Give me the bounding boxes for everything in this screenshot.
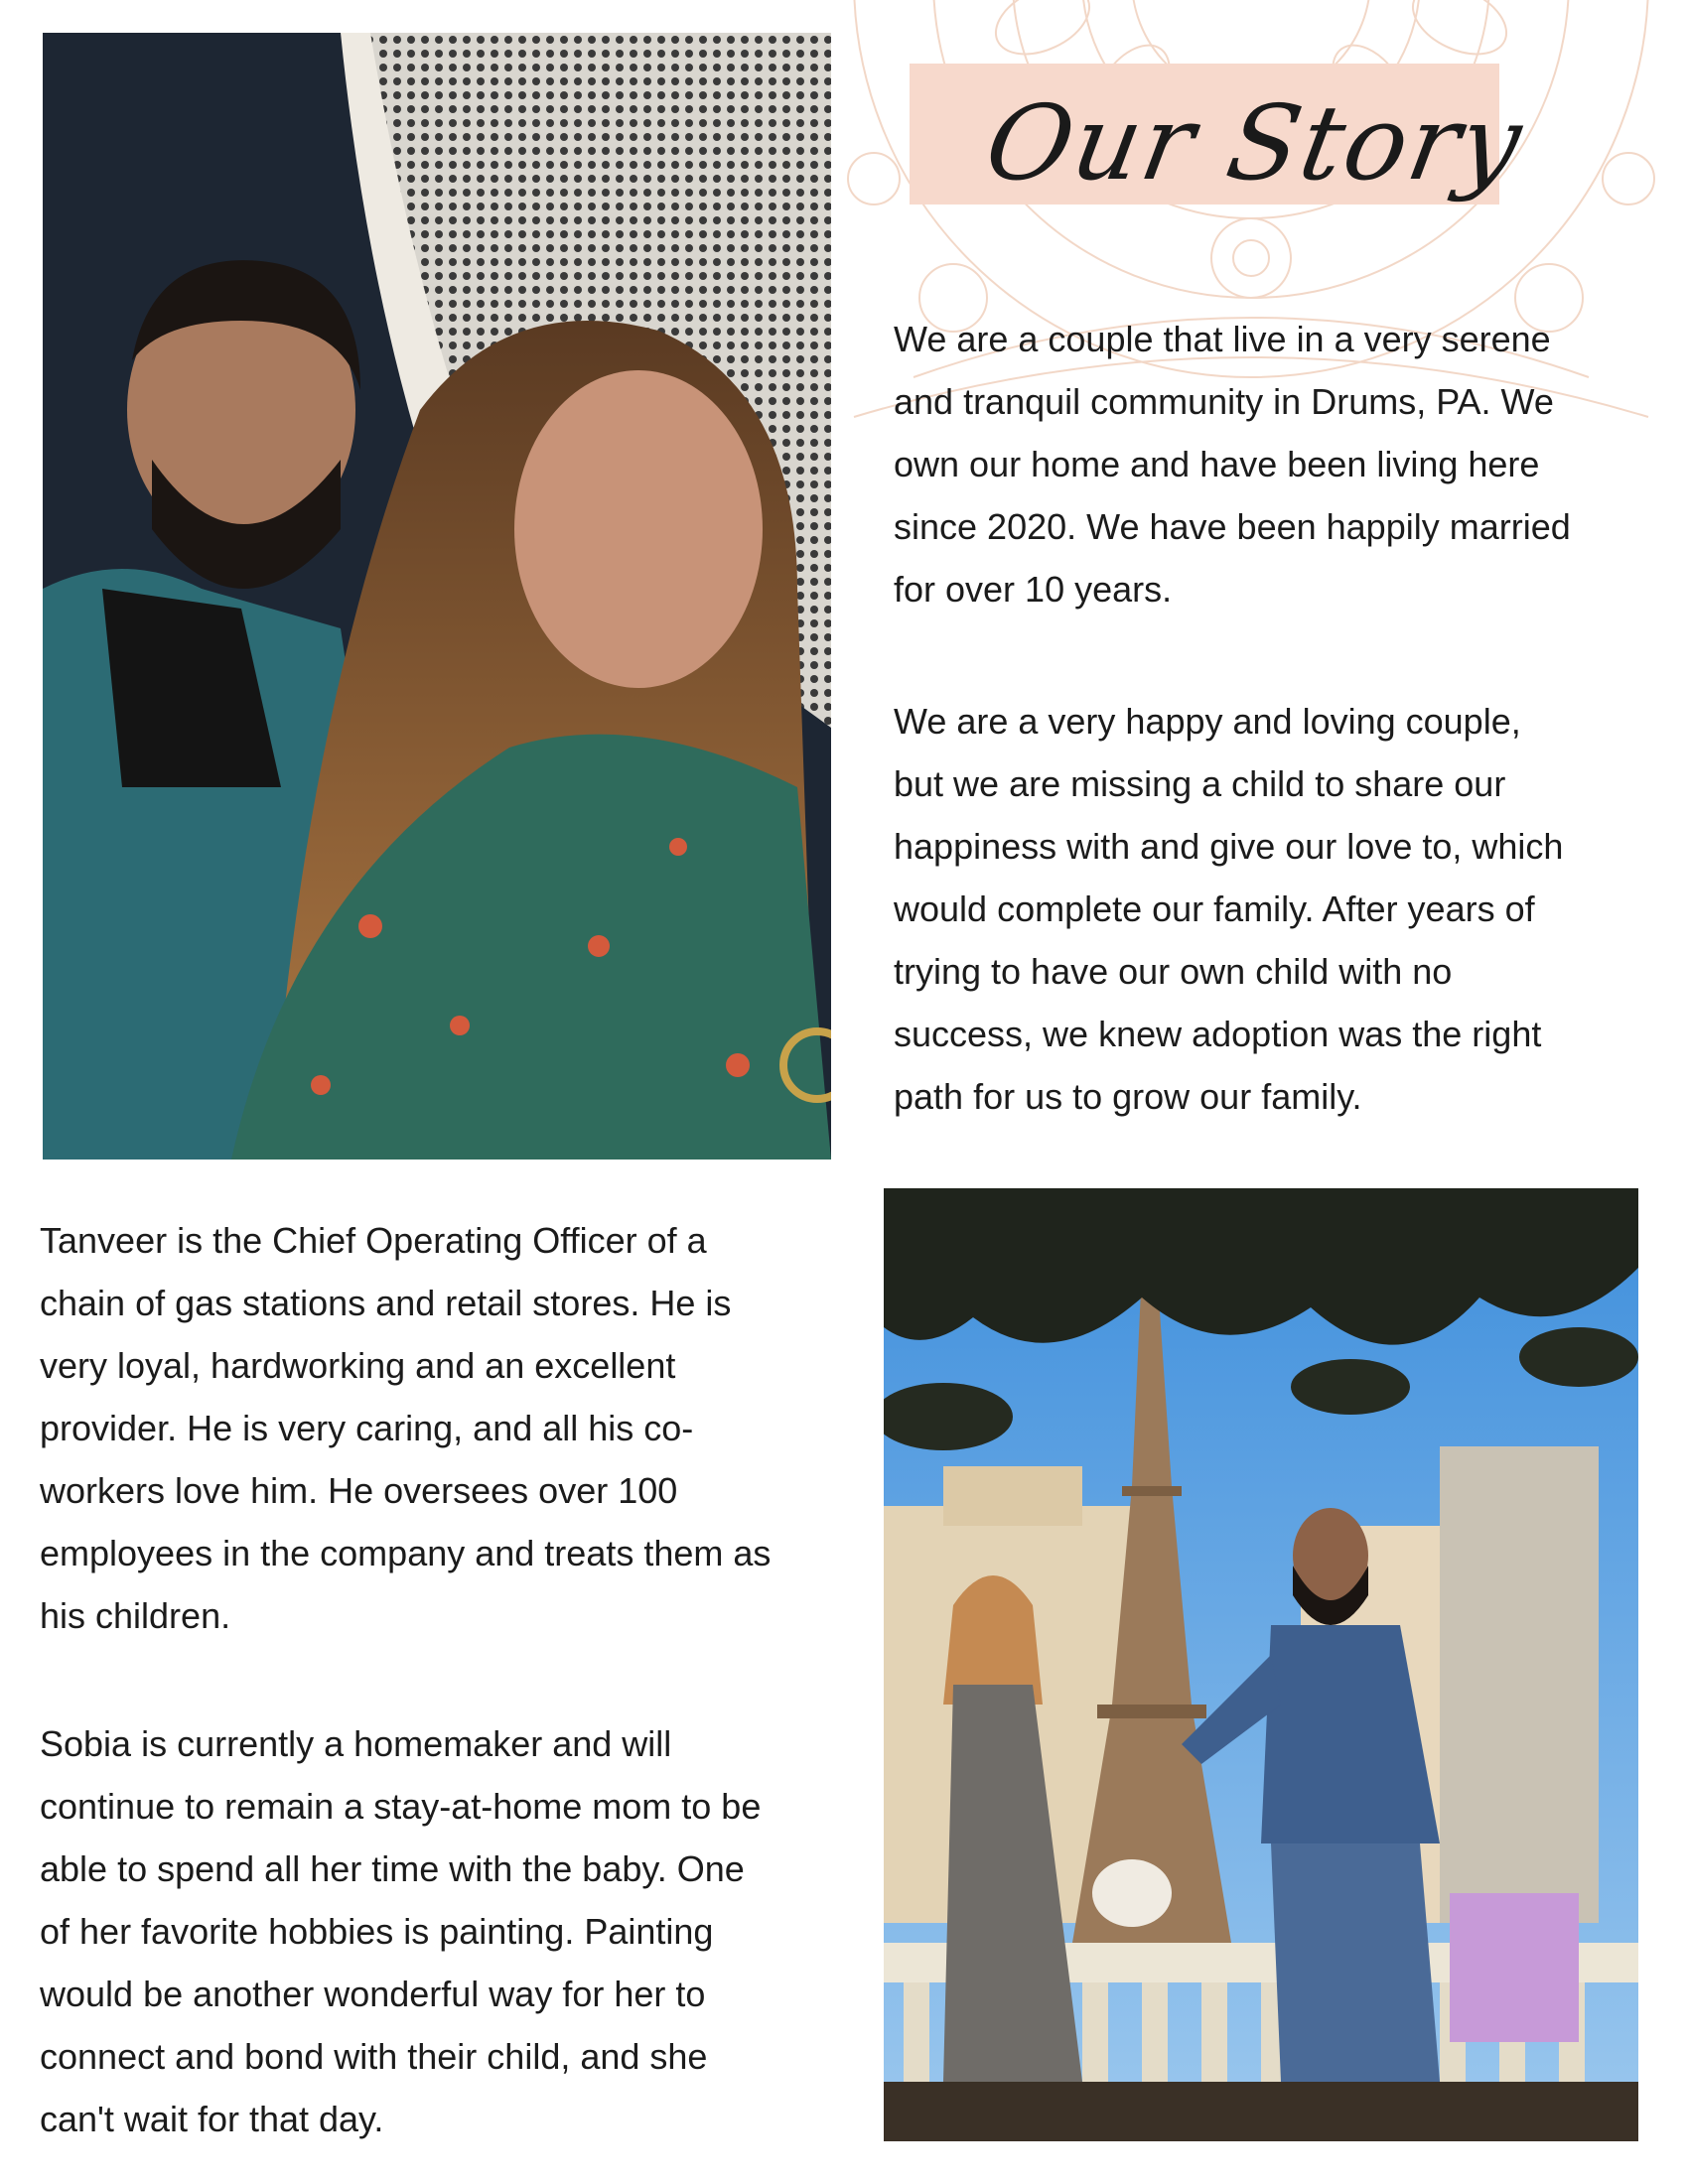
page-title: Our Story: [977, 82, 1532, 204]
couple-selfie-photo: [43, 33, 831, 1160]
couple-eiffel-tower-photo: [884, 1188, 1638, 2141]
story-paragraph-1: We are a couple that live in a very serene and tranquil community in Drums, PA. We own our home and have been living here since 2020. We have been happily married for over 10 years.: [894, 319, 1571, 610]
story-paragraph-2: We are a very happy and loving couple, but we are missing a child to share our happiness with and give our love to, which would complete our family. After years of trying to have our own child with no success, we knew adoption was the right path for us to grow our family.: [894, 701, 1564, 1117]
tanveer-paragraph: Tanveer is the Chief Operating Officer of a chain of gas stations and retail stores. He is very loyal, hardworking and an excellent provider. He is very caring, and all his co- workers love him. He oversees over 100 employees in the company and treats them as his children.: [40, 1220, 772, 1636]
sobia-paragraph: Sobia is currently a homemaker and will continue to remain a stay-at-home mom to be able to spend all her time with the baby. One of her favorite hobbies is painting. Painting would be another wonderful way for her to connect and bond with their child, and she can't wait for that day.: [40, 1723, 762, 2139]
